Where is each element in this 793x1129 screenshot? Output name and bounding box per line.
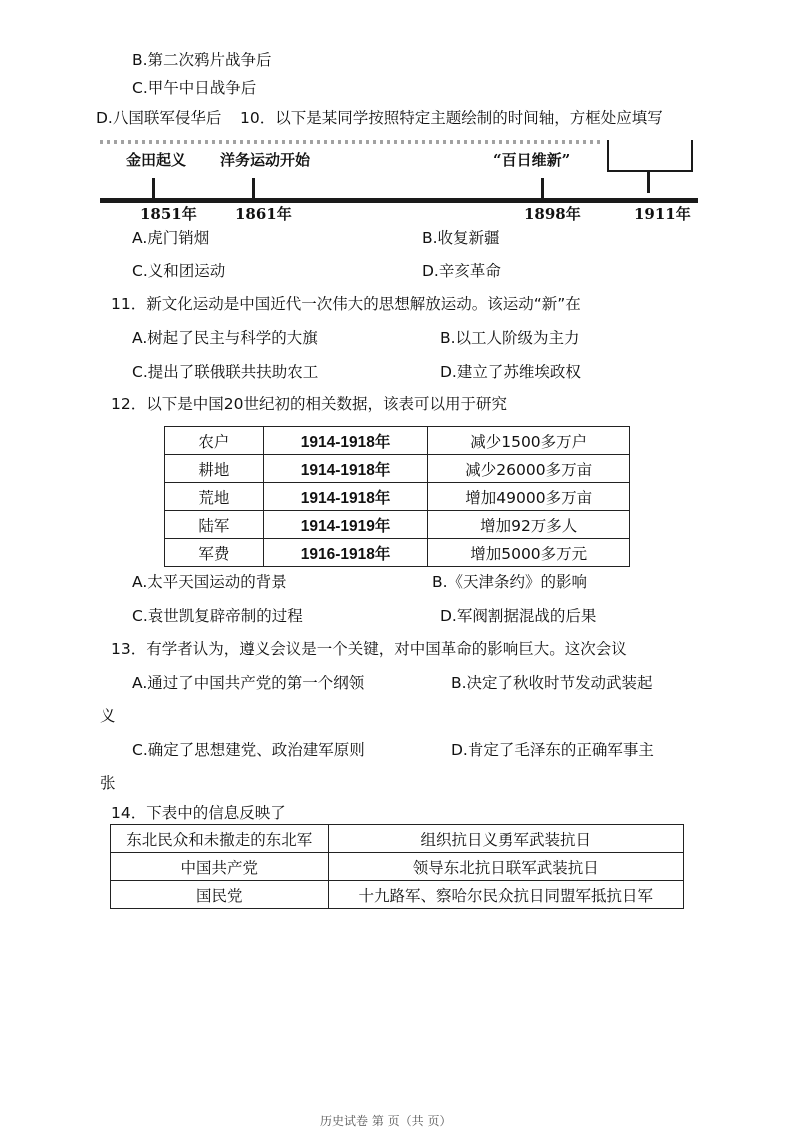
table-cell: 领导东北抗日联军武装抗日 bbox=[328, 853, 683, 881]
table-cell: 组织抗日义勇军武装抗日 bbox=[328, 825, 683, 853]
table-row bbox=[165, 483, 630, 511]
table-cell: 东北民众和未撤走的东北军 bbox=[111, 825, 329, 853]
q11-option-d: D.建立了苏维埃政权 bbox=[440, 363, 581, 381]
table-row bbox=[165, 539, 630, 567]
table-cell: 增加5000多万元 bbox=[428, 539, 630, 567]
timeline-year-1898: 1898年 bbox=[524, 205, 581, 223]
timeline-answer-box bbox=[607, 140, 693, 172]
table-cell: 1916-1918年 bbox=[263, 539, 428, 567]
q10-option-d: D.辛亥革命 bbox=[422, 262, 501, 280]
q11-stem: 11．新文化运动是中国近代一次伟大的思想解放运动。该运动“新”在 bbox=[111, 295, 581, 313]
table-cell: 十九路军、察哈尔民众抗日同盟军抵抗日军 bbox=[328, 881, 683, 909]
table-cell: 农户 bbox=[165, 427, 264, 455]
table-row bbox=[165, 427, 630, 455]
timeline-axis bbox=[100, 198, 698, 203]
q9-option-b: B.第二次鸦片战争后 bbox=[132, 51, 272, 69]
q13-option-c: C.确定了思想建党、政治建军原则 bbox=[132, 741, 365, 759]
q13-option-a: A.通过了中国共产党的第一个纲领 bbox=[132, 674, 365, 692]
timeline-event-jintian: 金田起义 bbox=[126, 151, 187, 169]
q12-option-c: C.袁世凯复辟帝制的过程 bbox=[132, 607, 303, 625]
q13-option-d: D.肯定了毛泽东的正确军事主 bbox=[451, 741, 654, 759]
timeline-tick-1851 bbox=[152, 178, 155, 198]
q9-option-d: D.八国联军侵华后 bbox=[96, 109, 222, 127]
timeline-tick-1898 bbox=[541, 178, 544, 198]
table-cell: 国民党 bbox=[111, 881, 329, 909]
q12-option-d: D.军阀割据混战的后果 bbox=[440, 607, 597, 625]
q14-stem: 14．下表中的信息反映了 bbox=[111, 804, 286, 822]
table-cell: 1914-1918年 bbox=[263, 483, 428, 511]
table-cell: 增加92万多人 bbox=[428, 511, 630, 539]
table-cell: 中国共产党 bbox=[111, 853, 329, 881]
q11-option-a: A.树起了民主与科学的大旗 bbox=[132, 329, 318, 347]
q11-option-c: C.提出了联俄联共扶助农工 bbox=[132, 363, 319, 381]
q12-option-b: B.《天津条约》的影响 bbox=[432, 573, 588, 591]
q10-option-b: B.收复新疆 bbox=[422, 229, 500, 247]
table-row bbox=[165, 455, 630, 483]
table-row bbox=[165, 511, 630, 539]
q13-stem: 13．有学者认为，遵义会议是一个关键，对中国革命的影响巨大。这次会议 bbox=[111, 640, 627, 658]
timeline-tick-1911 bbox=[647, 171, 650, 193]
timeline-tick-1861 bbox=[252, 178, 255, 198]
table-cell: 增加49000多万亩 bbox=[428, 483, 630, 511]
timeline-year-1861: 1861年 bbox=[235, 205, 292, 223]
q10-option-c: C.义和团运动 bbox=[132, 262, 226, 280]
q11-option-b: B.以工人阶级为主力 bbox=[440, 329, 580, 347]
q13-option-b-wrap: 义 bbox=[100, 707, 116, 725]
q12-stem: 12．以下是中国20世纪初的相关数据，该表可以用于研究 bbox=[111, 395, 507, 413]
q13-option-b: B.决定了秋收时节发动武装起 bbox=[451, 674, 653, 692]
q14-info-table bbox=[110, 824, 684, 909]
table-cell: 减少26000多万亩 bbox=[428, 455, 630, 483]
table-cell: 军费 bbox=[165, 539, 264, 567]
timeline-event-yangwu: 洋务运动开始 bbox=[220, 151, 311, 169]
q12-option-a: A.太平天国运动的背景 bbox=[132, 573, 287, 591]
table-cell: 1914-1918年 bbox=[263, 455, 428, 483]
timeline-event-bairi: “百日维新” bbox=[493, 151, 571, 169]
q12-data-table bbox=[164, 426, 630, 567]
table-cell: 陆军 bbox=[165, 511, 264, 539]
table-cell: 1914-1919年 bbox=[263, 511, 428, 539]
q10-stem: 10．以下是某同学按照特定主题绘制的时间轴，方框处应填写 bbox=[240, 109, 663, 127]
table-row bbox=[111, 825, 684, 853]
timeline-year-1911: 1911年 bbox=[634, 205, 691, 223]
table-cell: 耕地 bbox=[165, 455, 264, 483]
q13-option-d-wrap: 张 bbox=[100, 774, 116, 792]
timeline-year-1851: 1851年 bbox=[140, 205, 197, 223]
q10-option-a: A.虎门销烟 bbox=[132, 229, 210, 247]
q9-option-c: C.甲午中日战争后 bbox=[132, 79, 257, 97]
timeline-figure bbox=[100, 140, 700, 230]
table-row bbox=[111, 853, 684, 881]
timeline-top-edge bbox=[100, 140, 600, 144]
table-cell: 1914-1918年 bbox=[263, 427, 428, 455]
table-cell: 减少1500多万户 bbox=[428, 427, 630, 455]
table-cell: 荒地 bbox=[165, 483, 264, 511]
table-row bbox=[111, 881, 684, 909]
page-footer: 历史试卷 第 页（共 页） bbox=[320, 1114, 452, 1128]
